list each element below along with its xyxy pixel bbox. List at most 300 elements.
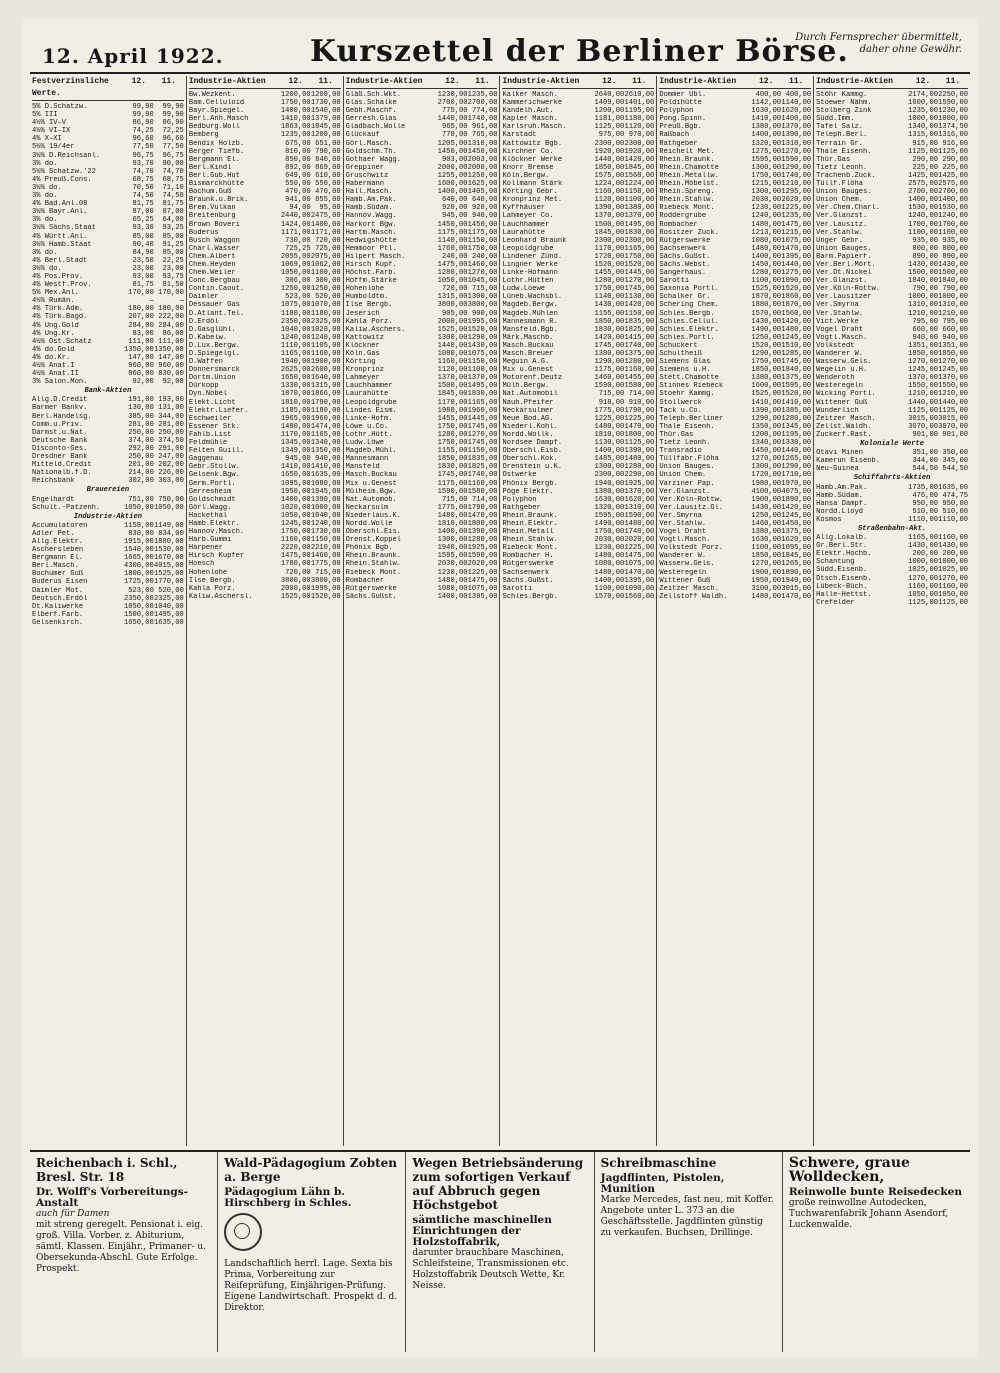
price-today: 1650,00: [124, 618, 154, 627]
security-name: Dessauer Gas: [188, 301, 240, 310]
table-row: [816, 115, 968, 123]
price-today: 1125,00: [908, 598, 938, 607]
price-today: 1810,00: [280, 398, 311, 407]
price-today: 1349,00: [280, 447, 311, 456]
security-name: Ilse Bergb.: [188, 576, 236, 585]
table-row: [346, 447, 498, 455]
price-previous: 1040,00: [154, 602, 184, 611]
table-row: [346, 488, 498, 496]
security-name: 4% do.Gold: [32, 345, 75, 354]
security-name: Rütgerswerke: [659, 236, 711, 245]
security-name: Gladbach.Wolle: [345, 123, 406, 132]
security-name: Wittener Guß: [816, 398, 868, 407]
table-row: [346, 520, 498, 528]
table-row: [32, 111, 184, 119]
table-row: [502, 488, 654, 496]
price-today: 1750,00: [437, 422, 468, 431]
price-previous: 1050,00: [938, 590, 968, 599]
price-today: 1830,00: [437, 463, 468, 472]
security-name: 4% X–XI: [32, 135, 62, 144]
table-row: [502, 172, 654, 180]
security-name: Elekt.Licht: [188, 398, 236, 407]
table-row: [659, 261, 811, 269]
date-header: 11.: [318, 77, 333, 86]
price-previous: —: [179, 297, 184, 306]
price-previous: 2300,00: [624, 236, 655, 245]
security-name: Rathgeber: [659, 139, 698, 148]
price-previous: 68,75: [162, 175, 184, 184]
price-today: 1410,00: [280, 463, 311, 472]
price-previous: 1770,00: [154, 578, 184, 587]
price-previous: 1430,00: [938, 260, 968, 269]
price-today: 1500,00: [908, 269, 938, 278]
price-previous: 1310,00: [781, 139, 812, 148]
table-row: [346, 269, 498, 277]
price-previous: 1100,00: [467, 366, 498, 375]
table-row: [659, 390, 811, 398]
security-name: 5% D.Schatzw.: [32, 103, 88, 111]
table-row: [346, 585, 498, 593]
security-name: Schles.Bergb.: [502, 592, 558, 601]
table-row: [816, 204, 968, 212]
price-previous: 1180,00: [310, 309, 341, 318]
price-today: 1440,00: [908, 398, 938, 407]
table-row: [502, 390, 654, 398]
table-row: [502, 156, 654, 164]
table-row: [659, 123, 811, 131]
security-name: Habermann: [345, 180, 384, 189]
security-name: Deutsch.Erdöl: [32, 594, 88, 603]
price-previous: 1470,00: [624, 422, 655, 431]
price-previous: 2020,00: [781, 196, 812, 205]
price-today: 1480,00: [280, 422, 311, 431]
price-today: 1095,00: [280, 479, 311, 488]
price-previous: 1225,00: [781, 204, 812, 213]
price-today: 1380,00: [751, 528, 782, 537]
price-previous: 374,50: [158, 436, 184, 445]
price-today: 730,00: [285, 236, 311, 245]
security-name: Tüllfabr.Flöha: [659, 455, 719, 464]
security-name: Union Chem.: [816, 196, 863, 205]
price-previous: 1390,00: [467, 528, 498, 537]
security-name: Rhein.Braunk.: [345, 552, 401, 561]
table-row: [189, 415, 341, 423]
price-previous: 1280,00: [624, 358, 655, 367]
date-header: 12.: [915, 77, 931, 86]
price-today: 1142,00: [751, 99, 782, 108]
price-previous: 1110,00: [938, 515, 968, 524]
security-name: Trachenb.Zuck.: [816, 171, 876, 180]
price-today: 1650,00: [280, 374, 311, 383]
table-row: [816, 277, 968, 285]
price-previous: 1830,00: [467, 390, 498, 399]
price-previous: 1310,00: [467, 139, 498, 148]
price-previous: 1995,00: [310, 584, 341, 593]
price-previous: 1880,00: [154, 537, 184, 546]
table-row: [32, 281, 184, 289]
price-today: 1500,00: [124, 610, 154, 619]
price-today: 1110,00: [280, 341, 311, 350]
table-row: [346, 229, 498, 237]
price-today: 1480,00: [751, 244, 782, 253]
price-today: 1240,00: [280, 333, 311, 342]
security-name: Magdeb.Mühlen: [502, 309, 558, 318]
price-previous: 714,00: [471, 495, 498, 504]
security-name: Ludw.Löwe: [345, 439, 384, 448]
security-name: Bw.Wezkent.: [188, 91, 236, 99]
table-row: [189, 293, 341, 301]
price-previous: 1470,00: [781, 244, 812, 253]
price-today: 1850,00: [437, 455, 468, 464]
price-today: 1160,00: [280, 536, 311, 545]
price-today: 1290,00: [594, 358, 625, 367]
price-previous: 1150,00: [467, 236, 498, 245]
security-name: Bendix Holzb.: [188, 139, 245, 148]
security-name: Goldschm.Th.: [345, 147, 397, 156]
price-today: 830,00: [128, 529, 154, 538]
price-previous: 3070,00: [938, 422, 968, 431]
price-previous: 93,75: [162, 272, 184, 281]
table-row: [502, 253, 654, 261]
price-previous: 1270,00: [467, 430, 498, 439]
column-header: [346, 76, 498, 89]
price-today: 1460,00: [594, 374, 625, 383]
security-name: Berl.Handelsg.: [32, 412, 92, 421]
security-name: Vogtl.Masch.: [816, 333, 868, 342]
table-row: [346, 261, 498, 269]
table-row: [32, 570, 184, 578]
price-today: 918,00: [598, 398, 625, 407]
security-name: Ver.Köln-Rottw.: [816, 285, 880, 294]
security-name: Südd.Eisenb.: [816, 566, 868, 575]
price-today: 1430,00: [751, 503, 782, 512]
price-today: 284,00: [128, 321, 154, 330]
price-today: 170,00: [128, 289, 154, 298]
price-today: 1080,00: [437, 584, 468, 593]
security-name: Rhein.Chamotte: [659, 163, 719, 172]
price-previous: 2325,00: [154, 594, 184, 603]
price-today: 1230,00: [594, 544, 625, 553]
price-previous: 1025,00: [938, 566, 968, 575]
table-row: [189, 390, 341, 398]
price-previous: 1250,00: [467, 171, 498, 180]
table-row: [502, 188, 654, 196]
security-name: Bismarckhütte: [188, 180, 245, 189]
price-today: 1075,00: [280, 301, 311, 310]
price-previous: 1210,00: [938, 309, 968, 318]
price-previous: 800,00: [942, 244, 968, 253]
security-name: Terrain Gr.: [816, 139, 863, 148]
price-previous: 1450,00: [467, 147, 498, 156]
security-name: Orenstein u.K.: [502, 463, 563, 472]
price-previous: 940,00: [942, 333, 968, 342]
price-today: 1665,00: [124, 554, 154, 563]
price-today: 1310,00: [908, 301, 938, 310]
price-today: 92,00: [132, 378, 154, 387]
price-previous: 291,00: [158, 444, 184, 453]
price-previous: 1245,00: [781, 511, 812, 520]
security-name: Bemberg: [188, 131, 219, 140]
price-today: 2055,00: [280, 252, 311, 261]
price-previous: 1960,00: [310, 414, 341, 423]
table-row: [32, 477, 184, 485]
price-today: 1280,00: [751, 269, 782, 278]
price-previous: 1740,00: [467, 115, 498, 124]
table-row: [502, 115, 654, 123]
price-today: 1240,00: [908, 212, 938, 221]
price-previous: 1180,00: [624, 115, 655, 124]
price-previous: 1240,00: [938, 212, 968, 221]
table-row: [32, 421, 184, 429]
table-row: [502, 350, 654, 358]
security-name: Allg.Elektr.: [32, 537, 84, 546]
price-today: 1720,00: [751, 471, 782, 480]
price-today: 1500,00: [594, 220, 625, 229]
price-today: 1200,00: [594, 107, 625, 116]
price-previous: 99,90: [162, 103, 184, 111]
price-today: 1300,00: [751, 188, 782, 197]
price-previous: 90,00: [162, 159, 184, 168]
price-today: 1380,00: [594, 487, 625, 496]
price-today: 1320,00: [594, 503, 625, 512]
price-today: 1460,00: [751, 519, 782, 528]
security-name: Kamerun Eisenb.: [816, 457, 880, 466]
section-heading: Straßenbahn-Akt.: [857, 524, 927, 533]
price-today: 374,00: [128, 436, 154, 445]
price-previous: 1180,00: [310, 406, 341, 415]
price-previous: 2250,00: [938, 91, 968, 99]
price-today: 4300,00: [124, 562, 154, 571]
price-previous: 1165,00: [467, 398, 498, 407]
price-previous: 1474,00: [310, 422, 341, 431]
price-previous: 1245,00: [938, 366, 968, 375]
price-today: 1160,00: [908, 582, 938, 591]
ad-heading: Wegen Betriebsänderung zum sofortigen Verkauf auf Abbruch gegen Höchstgebot: [412, 1156, 584, 1212]
price-today: 945,00: [285, 455, 311, 464]
price-previous: 180,00: [158, 305, 184, 314]
table-row: [816, 542, 968, 550]
price-today: 1480,00: [751, 220, 782, 229]
price-previous: 1390,00: [624, 447, 655, 456]
security-name: Volkstedt Porz.: [659, 544, 724, 553]
price-today: 1400,00: [280, 495, 311, 504]
table-row: [346, 156, 498, 164]
table-row: [502, 212, 654, 220]
price-previous: 2700,00: [938, 188, 968, 197]
table-row: [659, 253, 811, 261]
price-previous: 1375,00: [624, 350, 655, 358]
table-row: [502, 382, 654, 390]
security-name: Köln.Bergw.: [502, 171, 550, 180]
price-previous: 1430,00: [938, 542, 968, 551]
price-today: 2350,00: [280, 317, 311, 326]
price-today: 2030,00: [437, 560, 468, 569]
price-today: 1224,00: [594, 180, 625, 189]
table-row: [346, 382, 498, 390]
price-previous: 1235,00: [781, 212, 812, 221]
security-name: Hohenlohe: [345, 285, 384, 294]
ad-body: darunter brauchbare Maschinen, Schleifsteine, Transmissionen etc. Holzstoffabrik Deutsch Wette, Kr. Neisse.: [412, 1248, 569, 1291]
date-header: 11.: [945, 77, 961, 86]
security-name: 3½% do.: [32, 183, 62, 192]
price-today: 1230,00: [437, 91, 468, 99]
price-previous: 77,50: [162, 143, 184, 152]
price-today: 290,00: [912, 155, 938, 164]
security-name: Hirsch Kupfer: [188, 552, 245, 561]
security-name: Breitenburg: [188, 212, 236, 221]
price-table-columns: [30, 76, 970, 1146]
price-previous: 2700,00: [467, 99, 498, 108]
price-today: 920,00: [441, 204, 468, 213]
price-previous: 1520,00: [781, 390, 812, 399]
security-name: Glas.Schalke: [345, 99, 397, 108]
table-row: [659, 245, 811, 253]
security-name: Ver.Berl.Mört.: [816, 260, 876, 269]
security-name: Nordd.Wolle: [345, 519, 393, 528]
price-today: 1300,00: [751, 463, 782, 472]
column-header: [32, 76, 184, 101]
table-row: [816, 457, 968, 465]
price-previous: 1165,00: [624, 244, 655, 253]
price-previous: 1100,00: [624, 196, 655, 205]
price-today: 1351,00: [908, 341, 938, 350]
table-row: [659, 318, 811, 326]
security-name: Sangerhaus.: [659, 269, 707, 278]
section-heading: Koloniale Werte: [860, 440, 924, 449]
price-today: 214,00: [128, 469, 154, 478]
security-name: Ver.Chem.Charl.: [816, 204, 880, 213]
table-row: [32, 224, 184, 232]
table-row: [659, 107, 811, 115]
price-previous: 1455,00: [624, 374, 655, 383]
security-name: Comm.u.Priv.: [32, 420, 84, 429]
table-row: [502, 569, 654, 577]
price-previous: 1595,00: [781, 382, 812, 391]
security-name: Nationalb.f.D.: [32, 469, 92, 478]
security-name: Leopoldgrube: [502, 244, 554, 253]
table-row: [816, 516, 968, 524]
table-row: [189, 334, 341, 342]
table-row: [346, 318, 498, 326]
security-name: Westeregeln: [659, 568, 707, 577]
table-row: [659, 350, 811, 358]
price-previous: 1150,00: [624, 309, 655, 318]
table-row: [816, 407, 968, 415]
table-row: [659, 536, 811, 544]
price-previous: 1470,00: [781, 592, 812, 601]
advertisement: [595, 1152, 783, 1352]
security-name: Kapler Masch.: [502, 115, 558, 124]
security-name: Raßbach: [659, 131, 690, 140]
price-today: 720,00: [441, 285, 468, 294]
table-row: [816, 245, 968, 253]
advertisement: [30, 1152, 218, 1352]
price-previous: 87,00: [162, 208, 184, 217]
security-name: Vogel Draht: [816, 325, 863, 334]
price-today: 1735,00: [908, 483, 938, 492]
price-previous: 1866,00: [310, 390, 341, 399]
table-row: [816, 566, 968, 574]
table-row: [502, 148, 654, 156]
price-today: 1400,00: [280, 107, 311, 116]
table-row: [502, 471, 654, 479]
table-row: [502, 180, 654, 188]
security-name: Varziner Pap.: [659, 479, 715, 488]
price-today: 292,00: [128, 444, 154, 453]
table-row: [189, 560, 341, 568]
price-today: 1140,00: [437, 236, 468, 245]
security-name: Berl.Kindl: [188, 163, 232, 172]
table-row: [502, 415, 654, 423]
table-row: [189, 115, 341, 123]
table-row: [816, 591, 968, 599]
security-name: Masch.Buckau: [345, 471, 397, 480]
table-row: [189, 552, 341, 560]
price-today: 1160,00: [594, 188, 625, 197]
table-row: [659, 431, 811, 439]
price-today: 1300,00: [437, 536, 468, 545]
price-previous: 247,00: [158, 453, 184, 462]
table-row: [346, 342, 498, 350]
column-header: [659, 76, 811, 89]
price-today: 1425,00: [908, 171, 938, 180]
price-previous: 1590,00: [938, 99, 968, 108]
table-row: [346, 463, 498, 471]
price-previous: 1560,00: [781, 309, 812, 318]
price-today: 1165,00: [280, 350, 311, 358]
table-row: [189, 172, 341, 180]
price-today: 1155,00: [437, 447, 468, 456]
price-previous: 147,00: [158, 353, 184, 362]
price-previous: 1520,00: [781, 285, 812, 294]
security-name: 3% do.: [32, 192, 58, 201]
table-row: [502, 520, 654, 528]
table-row: [189, 342, 341, 350]
price-previous: 1200,00: [310, 131, 341, 140]
security-name: Oberschl.Eisb.: [502, 447, 563, 456]
table-row: [189, 91, 341, 99]
price-previous: 961,00: [471, 123, 498, 132]
table-row: [502, 123, 654, 131]
price-today: 93,00: [132, 272, 154, 281]
price-today: 1215,00: [751, 180, 782, 189]
table-row: [32, 233, 184, 241]
price-today: 1170,00: [594, 244, 625, 253]
table-row: [32, 249, 184, 257]
security-name: Rombacher: [659, 220, 698, 229]
ad-body: Marke Mercedes, fast neu, mit Koffer. Angebote unter L. 373 an die Geschäftsstelle. Jagdflinten günstig zu verkaufen. Buchsen, Drillinge.: [600, 1195, 774, 1238]
column-label: Industrie-Aktien: [345, 77, 423, 86]
price-today: 1965,00: [280, 414, 311, 423]
table-row: [816, 221, 968, 229]
price-previous: 765,00: [471, 131, 498, 140]
price-previous: 1480,00: [781, 325, 812, 334]
table-row: [189, 164, 341, 172]
price-previous: 1840,00: [938, 277, 968, 286]
price-today: 1440,00: [437, 341, 468, 350]
price-today: 1630,00: [751, 536, 782, 545]
section-heading: Schiffahrts-Aktien: [853, 474, 931, 483]
price-today: 1630,00: [594, 495, 625, 504]
price-previous: 1225,00: [467, 568, 498, 577]
table-row: [346, 107, 498, 115]
table-row: [32, 445, 184, 453]
price-previous: 1040,00: [310, 511, 341, 520]
security-name: Dürkopp: [188, 382, 219, 391]
table-row: [32, 135, 184, 143]
security-name: Ver.Glanzst.: [816, 277, 868, 286]
price-previous: 95,00: [319, 204, 341, 213]
